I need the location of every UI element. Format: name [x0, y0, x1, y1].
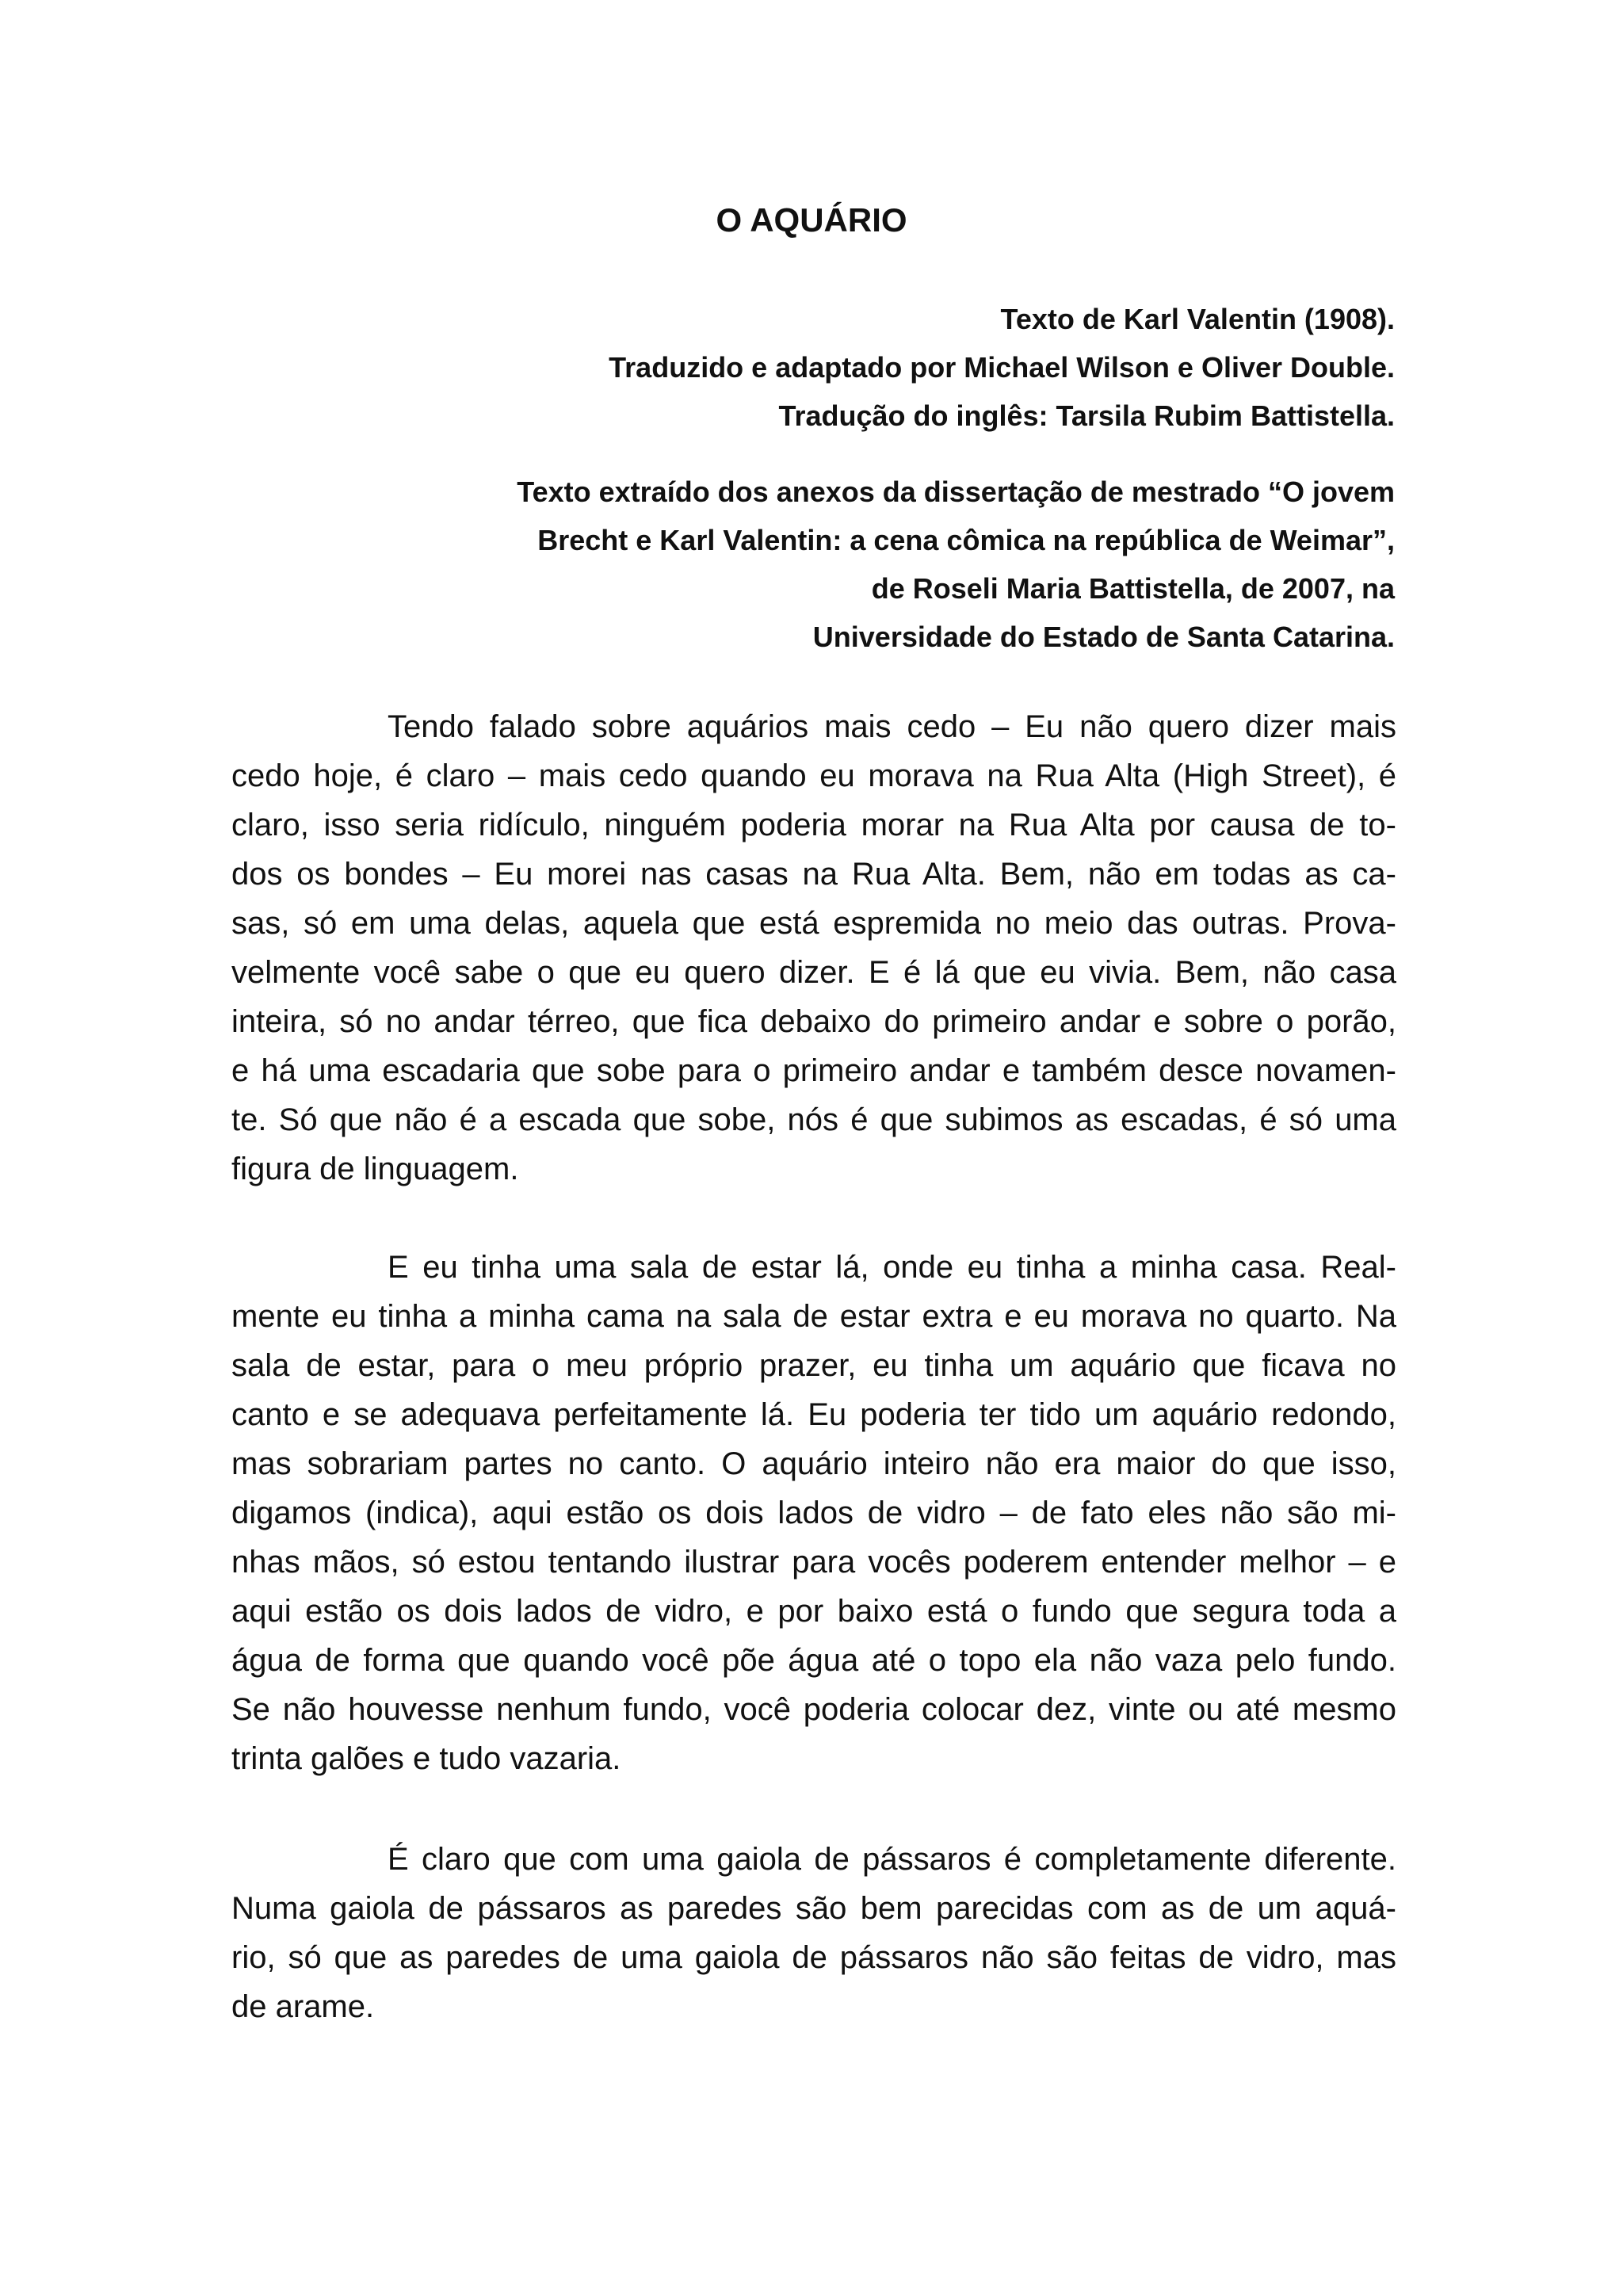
text-line: claro, isso seria ridículo, ninguém poderia morar na Rua Alta por causa de to-	[231, 808, 1396, 842]
credits-block	[127, 295, 1395, 440]
credits-line: Tradução do inglês: Tarsila Rubim Battistella.	[778, 399, 1395, 432]
text-line: água de forma que quando você põe água até o topo ela não vaza pelo fundo.	[231, 1643, 1396, 1678]
text-line: rio, só que as paredes de uma gaiola de pássaros não são feitas de vidro, mas	[231, 1940, 1396, 1975]
text-line: figura de linguagem.	[231, 1152, 519, 1186]
paragraph-1	[231, 702, 1396, 1194]
source-line: Texto extraído dos anexos da dissertação de mestrado “O jovem	[517, 476, 1395, 508]
text-line: dos os bondes – Eu morei nas casas na Rua Alta. Bem, não em todas as ca-	[231, 857, 1396, 892]
text-line: nhas mãos, só estou tentando ilustrar para vocês poderem entender melhor – e	[231, 1545, 1396, 1580]
text-line: de arame.	[231, 1989, 375, 2024]
text-line: canto e se adequava perfeitamente lá. Eu poderia ter tido um aquário redondo,	[231, 1397, 1396, 1432]
text-line: mente eu tinha a minha cama na sala de estar extra e eu morava no quarto. Na	[231, 1299, 1396, 1334]
text-line: sas, só em uma delas, aquela que está espremida no meio das outras. Prova-	[231, 906, 1396, 941]
text-line: Numa gaiola de pássaros as paredes são bem parecidas com as de um aquá-	[231, 1891, 1396, 1926]
page-title: O AQUÁRIO	[716, 201, 907, 239]
text-line: Se não houvesse nenhum fundo, você poderia colocar dez, vinte ou até mesmo	[231, 1692, 1396, 1727]
text-line: Tendo falado sobre aquários mais cedo – Eu não quero dizer mais	[388, 709, 1396, 744]
text-line: sala de estar, para o meu próprio prazer, eu tinha um aquário que ficava no	[231, 1348, 1396, 1383]
source-note	[365, 468, 1395, 661]
text-line: trinta galões e tudo vazaria.	[231, 1741, 621, 1776]
text-line: É claro que com uma gaiola de pássaros é completamente diferente.	[388, 1842, 1396, 1877]
text-line: mas sobrariam partes no canto. O aquário inteiro não era maior do que isso,	[231, 1446, 1396, 1481]
credits-line: Texto de Karl Valentin (1908).	[1000, 303, 1395, 335]
text-line: inteira, só no andar térreo, que fica debaixo do primeiro andar e sobre o porão,	[231, 1004, 1396, 1039]
text-line: cedo hoje, é claro – mais cedo quando eu morava na Rua Alta (High Street), é	[231, 758, 1396, 793]
text-line: velmente você sabe o que eu quero dizer. E é lá que eu vivia. Bem, não casa	[231, 955, 1396, 990]
text-line: E eu tinha uma sala de estar lá, onde eu tinha a minha casa. Real-	[388, 1250, 1396, 1285]
source-line: Universidade do Estado de Santa Catarina.	[812, 621, 1395, 653]
source-line: Brecht e Karl Valentin: a cena cômica na república de Weimar”,	[537, 524, 1395, 556]
source-line: de Roseli Maria Battistella, de 2007, na	[871, 572, 1395, 605]
text-line: te. Só que não é a escada que sobe, nós é que subimos as escadas, é só uma	[231, 1102, 1396, 1137]
text-line: digamos (indica), aqui estão os dois lados de vidro – de fato eles não são mi-	[231, 1496, 1396, 1530]
paragraph-2	[231, 1243, 1396, 1783]
paragraph-3	[231, 1835, 1396, 2031]
text-line: aqui estão os dois lados de vidro, e por baixo está o fundo que segura toda a	[231, 1594, 1396, 1629]
text-line: e há uma escadaria que sobe para o primeiro andar e também desce novamen-	[231, 1053, 1396, 1088]
credits-line: Traduzido e adaptado por Michael Wilson e Oliver Double.	[609, 351, 1395, 384]
